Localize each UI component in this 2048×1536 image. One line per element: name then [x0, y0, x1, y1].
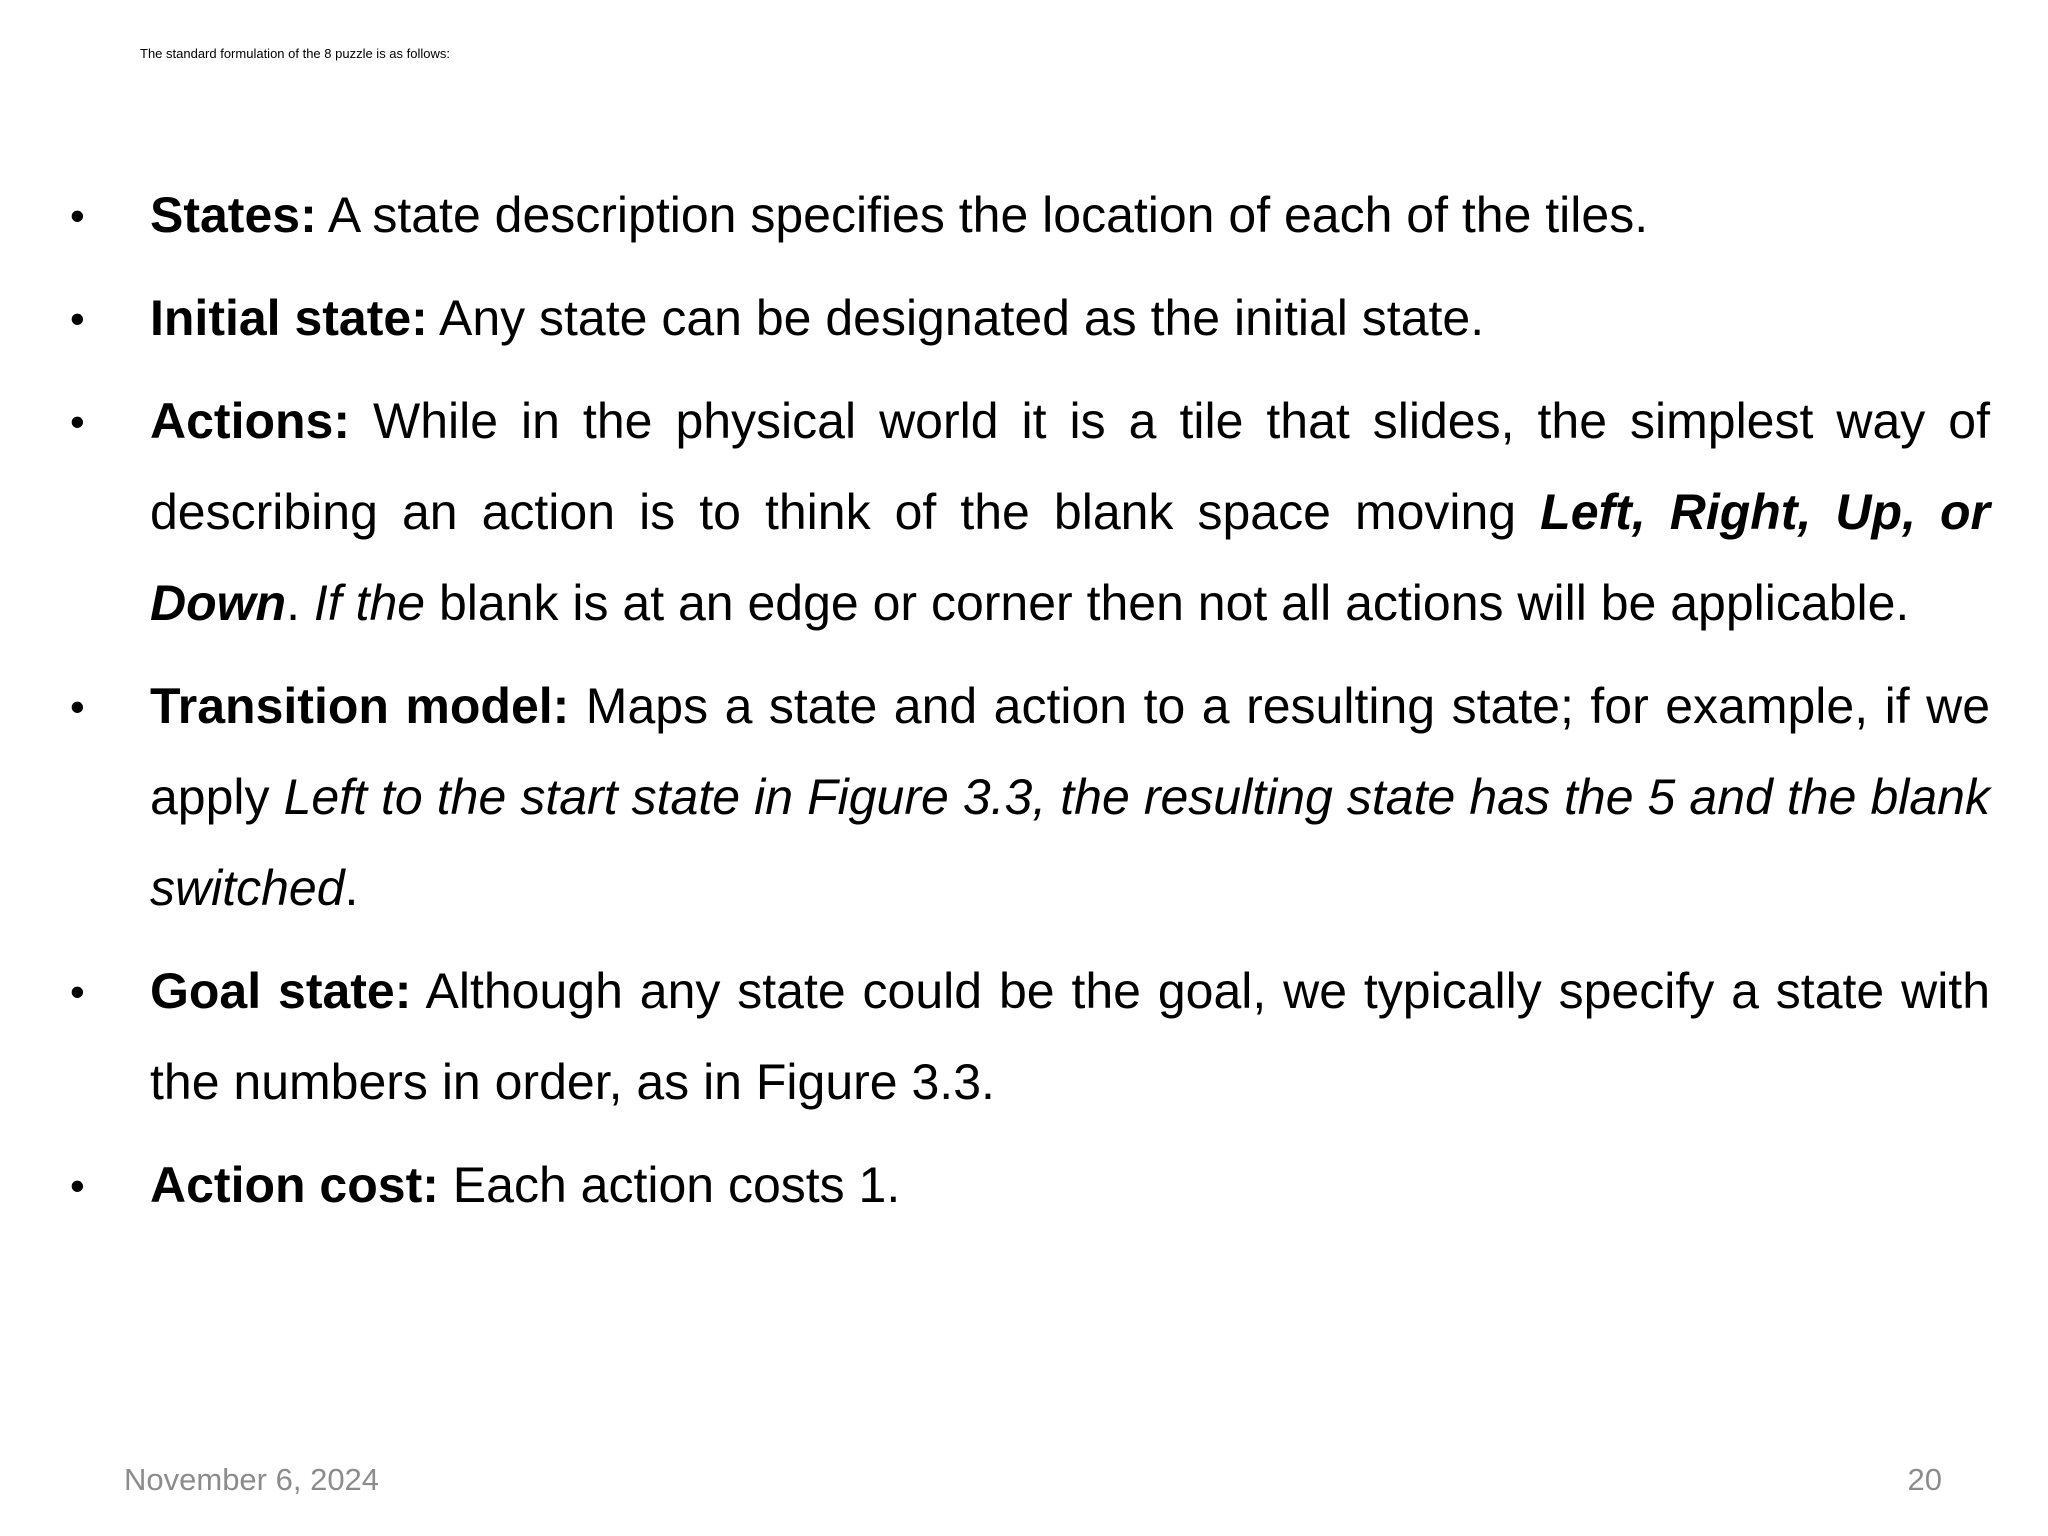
bullet-text: While in the physical world it is a tile that slides, the simplest way of describing an action is to think of the blank space moving — [150, 393, 1990, 540]
bullet-icon: • — [70, 398, 85, 445]
bullet-text: A state description specifies the location of each of the tiles. — [316, 187, 1649, 243]
bullet-emphasis: Left, Right, Up, or Down — [150, 484, 1991, 631]
bullet-initial-state — [70, 273, 1990, 364]
bullet-states — [70, 170, 1990, 261]
bullet-actions — [70, 376, 1990, 649]
bullet-label: Transition model: — [150, 678, 570, 734]
bullet-label: Goal state: — [150, 963, 412, 1019]
bullet-label: States: — [150, 187, 317, 243]
bullet-transition-model — [70, 661, 1990, 934]
bullet-text: Each action costs 1. — [438, 1157, 901, 1213]
bullet-icon: • — [70, 192, 85, 239]
bullet-text: Any state can be designated as the initial state. — [427, 290, 1485, 346]
bullet-icon: • — [70, 295, 85, 342]
slide-number: 20 — [1907, 1462, 1942, 1497]
bullet-emphasis: If the — [313, 575, 426, 631]
bullet-label: Initial state: — [150, 290, 428, 346]
bullet-text: Maps a state and action to a resulting state; for example, if we apply — [150, 678, 1991, 825]
bullet-icon: • — [70, 1162, 85, 1209]
slide-title: The standard formulation of the 8 puzzle is as follows: — [140, 46, 450, 61]
bullet-action-cost — [70, 1140, 1990, 1231]
bullet-text: blank is at an edge or corner then not all actions will be applicable. — [425, 575, 1910, 631]
bullet-icon: • — [70, 683, 85, 730]
footer-date: November 6, 2024 — [124, 1462, 380, 1497]
bullet-text: Although any state could be the goal, we typically specify a state with the numbers in order, as in Figure 3.3. — [150, 963, 1990, 1110]
bullet-label: Action cost: — [150, 1157, 439, 1213]
bullet-label: Actions: — [150, 393, 350, 449]
bullet-icon: • — [70, 968, 85, 1015]
bullet-emphasis: Left to the start state in Figure 3.3, the resulting state has the 5 and the blank switched — [150, 769, 1990, 916]
bullet-list — [70, 170, 1990, 1243]
bullet-text: . — [344, 860, 359, 916]
bullet-goal-state — [70, 946, 1990, 1128]
bullet-text: . — [286, 575, 314, 631]
